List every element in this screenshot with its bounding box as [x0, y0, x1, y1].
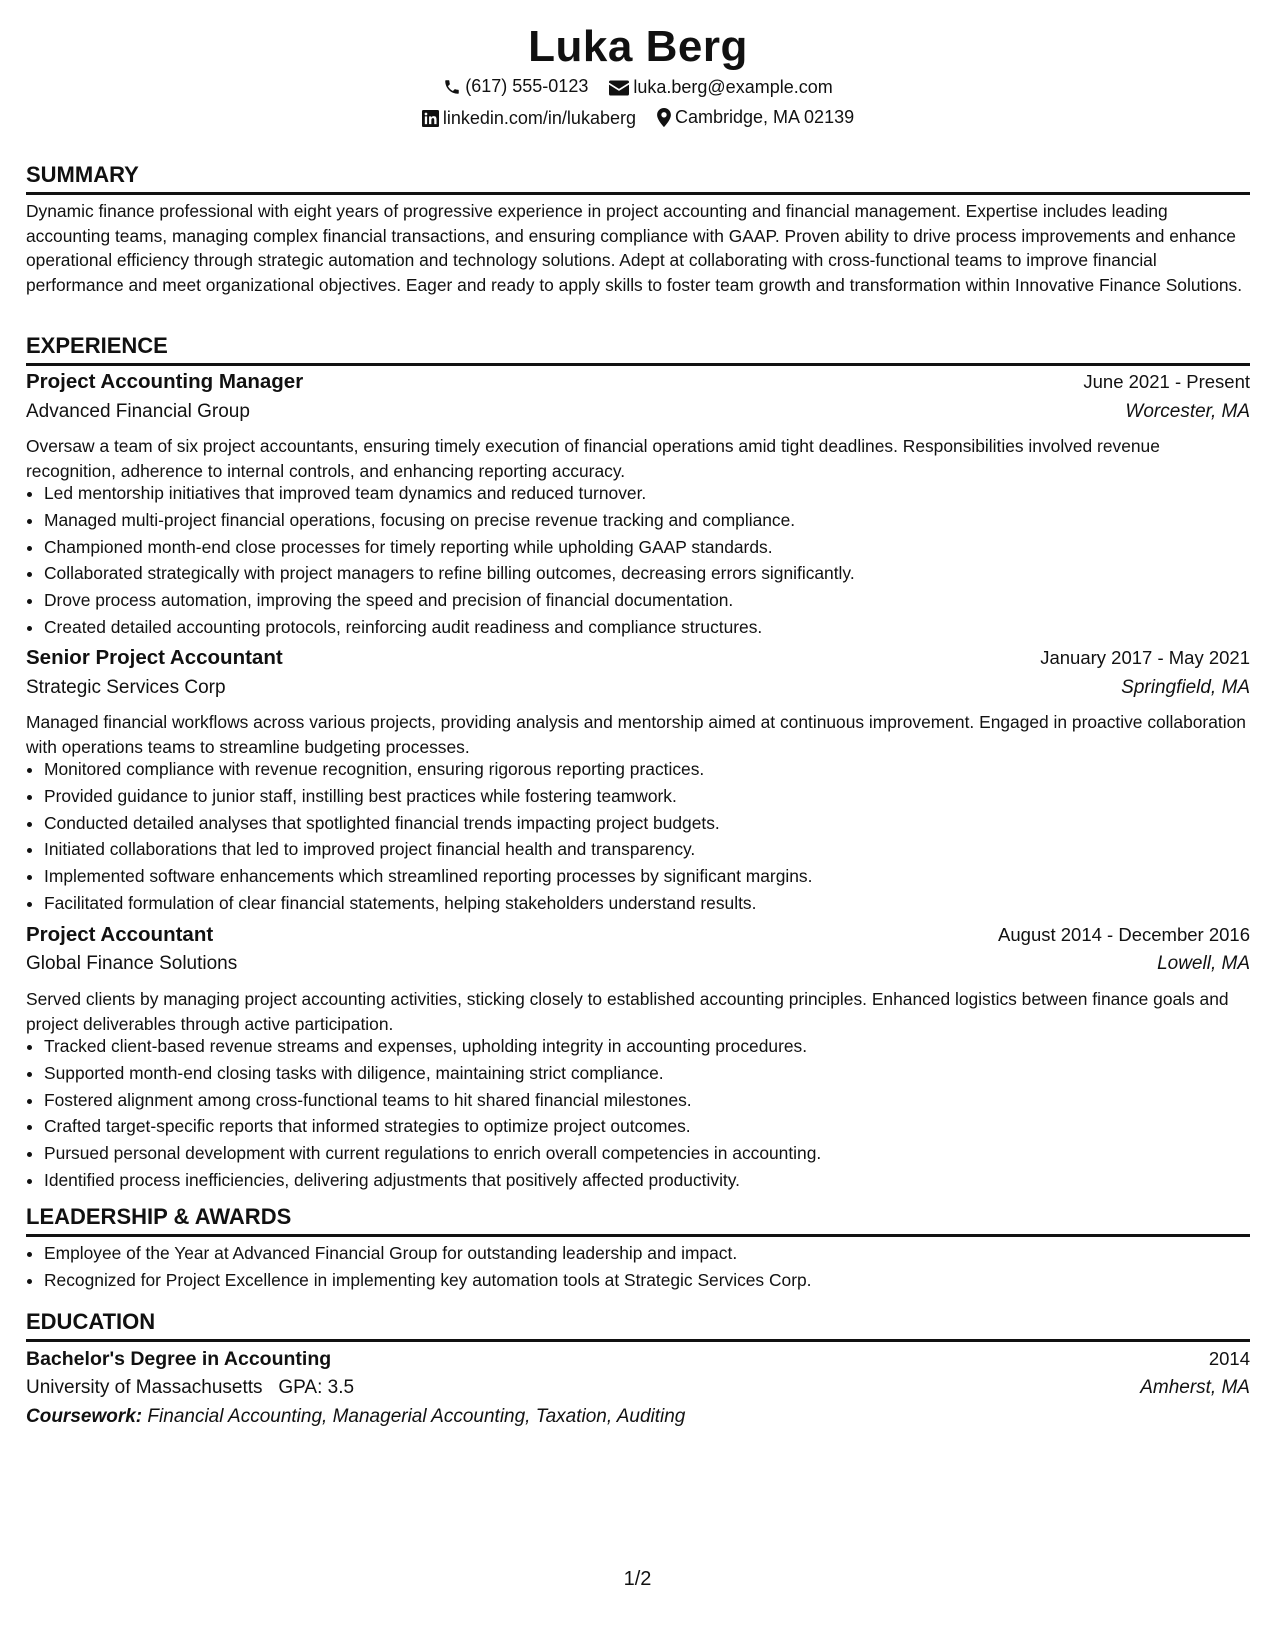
company-name: Advanced Financial Group [26, 401, 250, 422]
job-dates: June 2021 - Present [1083, 371, 1250, 392]
degree-title: Bachelor's Degree in Accounting [26, 1348, 332, 1370]
list-item: • Managed multi-project financial operations, focusing on precise revenue tracking and compliance. [44, 507, 1268, 534]
company-name: Global Finance Solutions [26, 953, 238, 974]
candidate-name: Luka Berg [528, 22, 748, 71]
location-text: Cambridge, MA 02139 [675, 107, 855, 127]
experience-heading: EXPERIENCE [26, 333, 1250, 366]
list-item: • Employee of the Year at Advanced Financial Group for outstanding leadership and impact. [44, 1240, 1268, 1267]
list-item: • Pursued personal development with current regulations to enrich overall competencies in accounting. [44, 1140, 1268, 1167]
list-item: • Tracked client-based revenue streams and expenses, upholding integrity in accounting procedures. [44, 1033, 1268, 1060]
job-1-bullets [26, 480, 1268, 641]
graduation-year: 2014 [1208, 1348, 1250, 1369]
job-dates: January 2017 - May 2021 [1040, 647, 1250, 668]
list-item: • Conducted detailed analyses that spotlighted financial trends impacting project budgets. [44, 810, 1268, 837]
gpa: GPA: 3.5 [278, 1377, 355, 1398]
job-2-description: Managed financial workflows across various projects, providing analysis and mentorship aimed at continuous improvement. Engaged in proactive collaboration with operations teams to streamline budgeting processes. [26, 712, 1246, 757]
education-heading: EDUCATION [26, 1309, 1250, 1342]
list-item: • Provided guidance to junior staff, instilling best practices while fostering teamwork. [44, 783, 1268, 810]
list-item: • Fostered alignment among cross-functional teams to hit shared financial milestones. [44, 1087, 1268, 1114]
job-3-description: Served clients by managing project accounting activities, sticking closely to established accounting principles. Enhanced logistics between finance goals and project deliverables through active participation. [26, 989, 1229, 1034]
school-location: Amherst, MA [1140, 1377, 1250, 1398]
job-dates: August 2014 - December 2016 [998, 924, 1250, 945]
list-item: • Created detailed accounting protocols, reinforcing audit readiness and compliance structures. [44, 614, 1268, 641]
list-item: • Monitored compliance with revenue recognition, ensuring rigorous reporting practices. [44, 756, 1268, 783]
contact-line-1 [26, 76, 1250, 101]
job-location: Springfield, MA [1121, 677, 1250, 698]
job-3-header [26, 923, 1250, 947]
job-3-bullets [26, 1033, 1268, 1194]
phone-number: (617) 555-0123 [465, 76, 589, 96]
email-address[interactable]: luka.berg@example.com [633, 77, 833, 97]
list-item: • Drove process automation, improving the speed and precision of financial documentation. [44, 587, 1268, 614]
linkedin-contact[interactable] [422, 108, 636, 129]
summary-text: Dynamic finance professional with eight years of progressive experience in project accounting and financial management. Expertise includes leading accounting teams, managing complex financial transactions, and ensuring compliance with GAAP. Proven ability to drive process improvements and enhance operational efficiency through strategic automation and technology solutions. Adept at collaborating with cross-functional teams to improve financial performance and meet organizational objectives. Eager and ready to apply skills to foster team growth and transformation within Innovative Finance Solutions. [26, 201, 1243, 295]
phone-contact [443, 76, 588, 97]
job-1-org [26, 401, 1250, 423]
coursework [26, 1406, 685, 1428]
resume-page [26, 0, 1250, 1650]
list-item: • Supported month-end closing tasks with diligence, maintaining strict compliance. [44, 1060, 1268, 1087]
job-title: Project Accounting Manager [26, 370, 304, 393]
awards-heading: LEADERSHIP & AWARDS [26, 1204, 1250, 1237]
company-name: Strategic Services Corp [26, 677, 226, 698]
phone-icon [443, 78, 461, 96]
list-item: • Initiated collaborations that led to improved project financial health and transparency. [44, 836, 1268, 863]
job-2-org [26, 677, 1250, 699]
list-item: • Implemented software enhancements which streamlined reporting processes by significant margins. [44, 863, 1268, 890]
page-number: 1/2 [623, 1568, 652, 1590]
list-item: • Facilitated formulation of clear financial statements, helping stakeholders understand results. [44, 890, 1268, 917]
job-1-header [26, 370, 1250, 394]
education-header [26, 1348, 1250, 1371]
job-3-org [26, 953, 1250, 975]
awards-bullets [26, 1240, 1268, 1294]
job-2-header [26, 646, 1250, 670]
linkedin-url[interactable]: linkedin.com/in/lukaberg [442, 108, 636, 128]
job-title: Project Accountant [26, 923, 214, 946]
coursework-list: Financial Accounting, Managerial Accounting, Taxation, Auditing [147, 1406, 686, 1427]
contact-line-2 [26, 107, 1250, 132]
map-pin-icon [657, 108, 671, 127]
job-location: Worcester, MA [1125, 401, 1250, 422]
job-location: Lowell, MA [1157, 953, 1250, 974]
summary-heading: SUMMARY [26, 162, 1250, 195]
list-item: • Collaborated strategically with project managers to refine billing outcomes, decreasing errors significantly. [44, 560, 1268, 587]
education-org [26, 1377, 1250, 1399]
linkedin-icon [422, 110, 439, 127]
list-item: • Led mentorship initiatives that improved team dynamics and reduced turnover. [44, 480, 1268, 507]
location-contact [657, 107, 854, 128]
envelope-icon [609, 80, 629, 96]
list-item: • Identified process inefficiencies, delivering adjustments that positively affected productivity. [44, 1167, 1268, 1194]
list-item: • Crafted target-specific reports that informed strategies to optimize project outcomes. [44, 1113, 1268, 1140]
list-item: • Recognized for Project Excellence in implementing key automation tools at Strategic Services Corp. [44, 1267, 1268, 1294]
list-item: • Championed month-end close processes for timely reporting while upholding GAAP standards. [44, 534, 1268, 561]
job-2-bullets [26, 756, 1268, 917]
school-name: University of Massachusetts [26, 1377, 263, 1398]
coursework-label: Coursework: [26, 1406, 143, 1427]
email-contact[interactable] [609, 77, 832, 98]
school-info [26, 1377, 354, 1399]
job-title: Senior Project Accountant [26, 646, 283, 669]
job-1-description: Oversaw a team of six project accountants, ensuring timely execution of financial operations amid tight deadlines. Responsibilities involved revenue recognition, adherence to internal controls, and enhancing reporting accuracy. [26, 436, 1160, 481]
